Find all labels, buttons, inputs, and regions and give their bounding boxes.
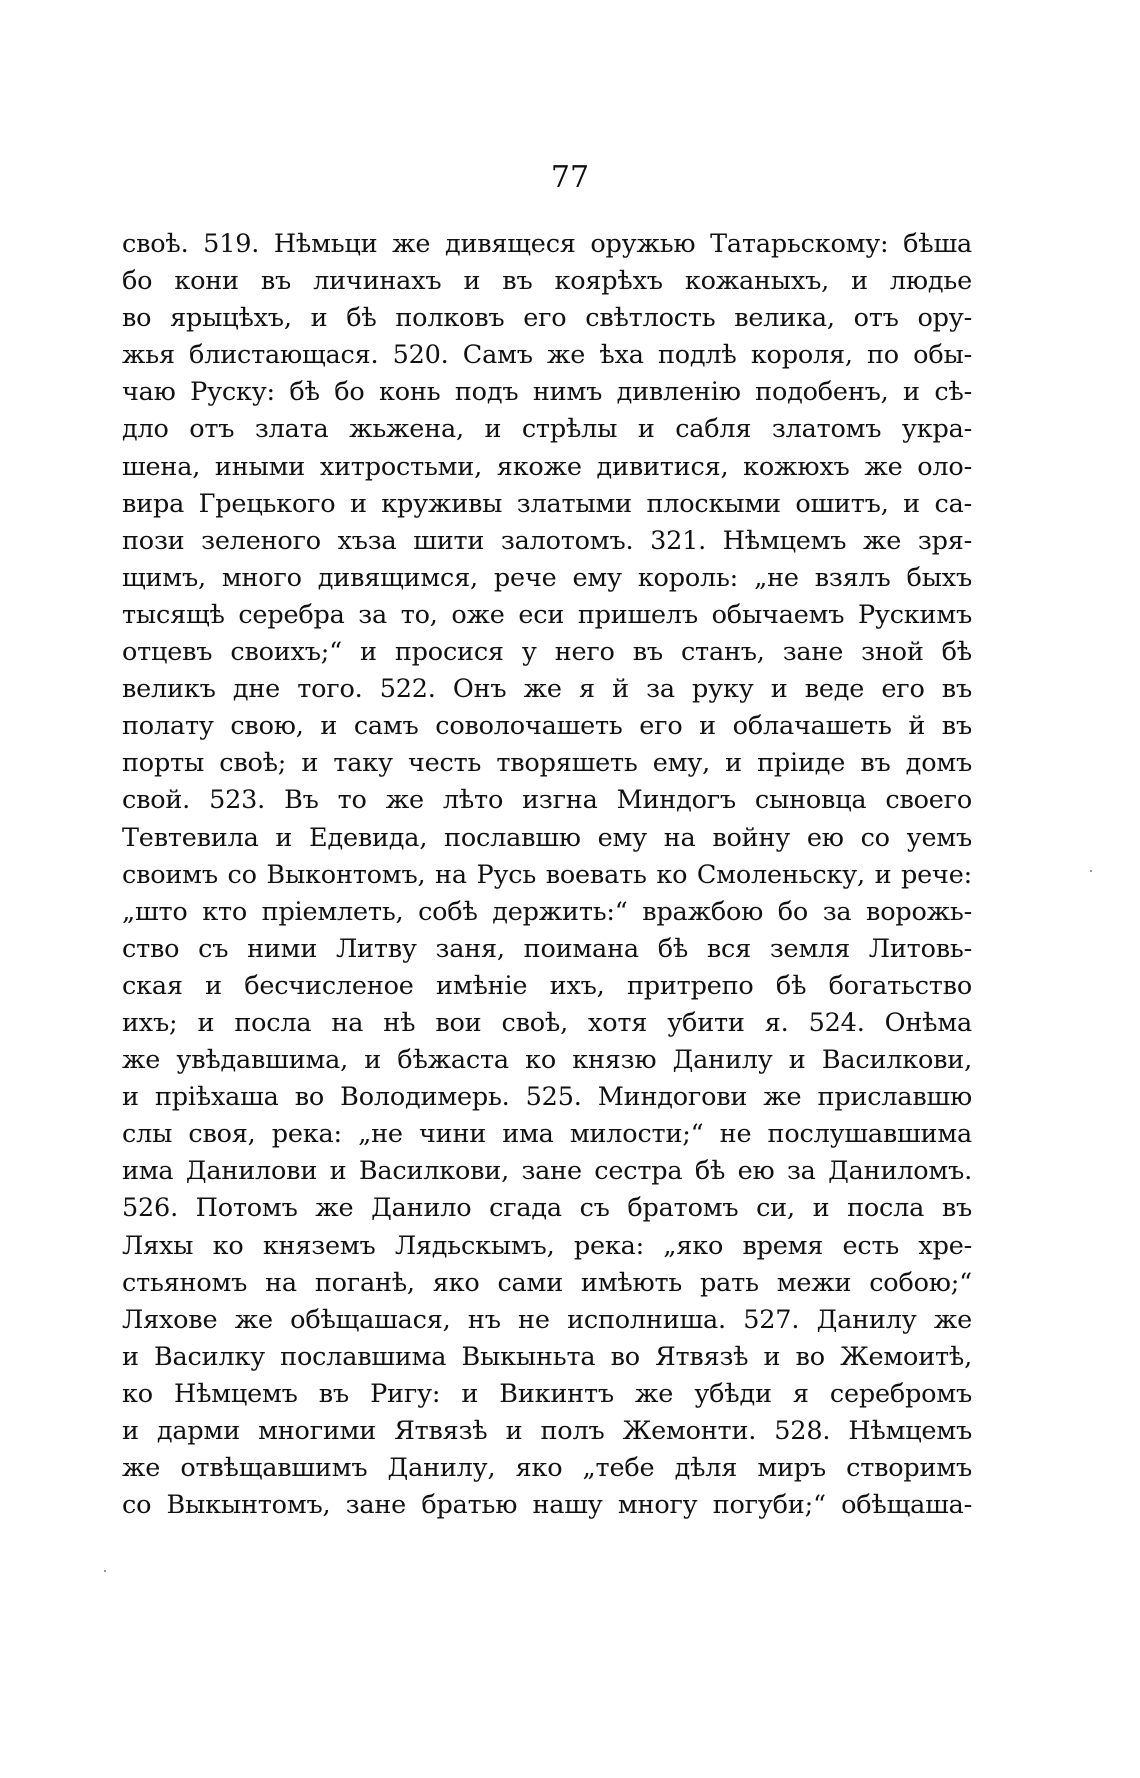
text-line: ихъ; и посла на нѣ вои своѣ, хотя убити я. 524. Онѣма [122,1007,972,1038]
text-line: бо кони въ личинахъ и въ коярѣхъ кожаныхъ, и людье [122,266,972,297]
text-line: свой. 523. Въ то же лѣто изгна Миндогъ сыновца своего [122,785,972,816]
text-line: и Василку пославшима Выкыньта во Ятвязѣ и во Жемоитѣ, [122,1341,972,1372]
text-line: тысящѣ серебра за то, оже еси пришелъ обычаемъ Рускимъ [122,599,972,630]
text-line: ство съ ними Литву заня, поимана бѣ вся земля Литовь- [122,933,972,964]
text-line: своимъ со Выконтомъ, на Русь воевать ко Смоленьску, и рече: [122,859,972,890]
text-line: дло отъ злата жьжена, и стрѣлы и сабля златомъ укра- [122,414,972,445]
text-line: полату свою, и самъ соволочашеть его и облачашеть й въ [122,711,972,742]
text-line: вира Грецького и круживы златыми плоскыми ошитъ, и са- [122,488,972,519]
text-line: шена, иными хитростьми, якоже дивитися, кожюхъ же оло- [122,451,972,482]
text-line: 526. Потомъ же Данило сгада съ братомъ си, и посла въ [122,1193,972,1224]
scan-speck [1090,870,1092,872]
text-line: и дарми многими Ятвязѣ и полъ Жемонти. 528. Нѣмцемъ [122,1416,972,1446]
text-line: слы своя, река: „не чини има милости;“ не послушавшима [122,1119,972,1150]
text-line: ская и бесчисленое имѣніе ихъ, притрепо бѣ богатьство [122,970,972,1001]
text-line: жья блистающася. 520. Самъ же ѣха подлѣ короля, по обы- [122,340,972,371]
text-line: ко Нѣмцемъ въ Ригу: и Викинтъ же убѣди я серебромъ [122,1378,972,1409]
text-line: порты своѣ; и таку честь творяшеть ему, и пріиде въ домъ [122,748,972,779]
text-line: „што кто пріемлеть, собѣ держить:“ вражбою бо за ворожь- [122,896,972,927]
text-line: пози зеленого хъза шити залотомъ. 321. Нѣмцемъ же зря- [122,525,972,556]
text-line: Ляхы ко княземъ Лядьскымъ, река: „яко время есть хре- [122,1230,972,1261]
page-number: 77 [550,160,590,195]
text-line: отцевъ своихъ;“ и просися у него въ станъ, зане зной бѣ [122,637,972,668]
text-line: щимъ, много дивящимся, рече ему король: „не взялъ быхъ [122,562,972,593]
text-line: има Данилови и Василкови, зане сестра бѣ ею за Даниломъ. [122,1156,972,1187]
text-line: во ярыцѣхъ, и бѣ полковъ его свѣтлость велика, отъ ору- [122,303,972,334]
text-line: своѣ. 519. Нѣмьци же дивящеся оружью Татарьскому: бѣша [122,229,972,259]
text-line: и пріѣхаша во Володимерь. 525. Миндогови же приславшю [122,1082,972,1113]
body-text [122,226,972,1524]
text-line: Тевтевила и Едевида, пославшю ему на войну ею со уемъ [122,822,972,853]
text-line: чаю Руску: бѣ бо конь подъ нимъ дивленію подобенъ, и сѣ- [122,377,972,408]
text-line: со Выкынтомъ, зане братью нашу многу погуби;“ обѣщаша- [122,1490,972,1521]
text-line: стьяномъ на поганѣ, яко сами имѣють рать межи собою;“ [122,1267,972,1298]
scan-speck [104,1570,106,1572]
text-line: же отвѣщавшимъ Данилу, яко „тебе дѣля миръ створимъ [122,1453,972,1484]
text-line: великъ дне того. 522. Онъ же я й за руку и веде его въ [122,674,972,705]
text-line: же увѣдавшима, и бѣжаста ко князю Данилу и Василкови, [122,1045,972,1076]
text-line: Ляхове же обѣщашася, нъ не исполниша. 527. Данилу же [122,1304,972,1335]
